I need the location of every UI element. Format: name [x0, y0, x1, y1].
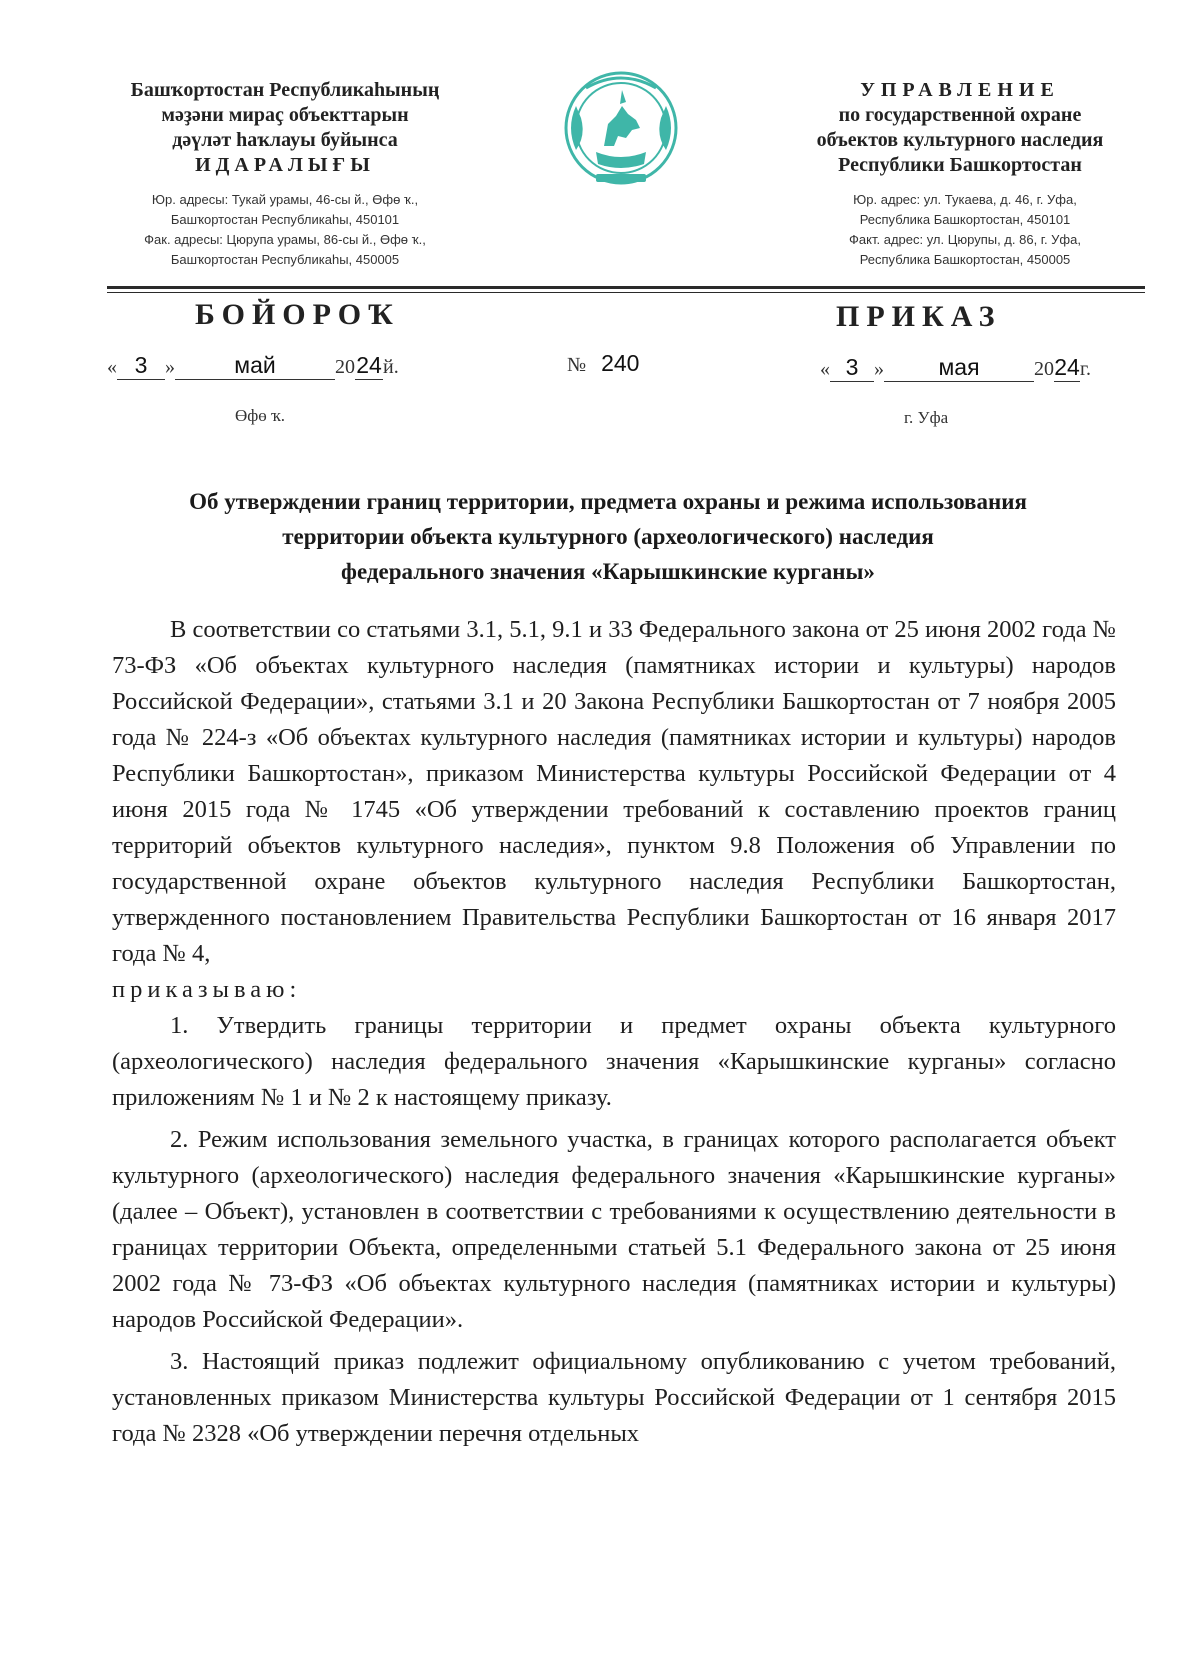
doc-kind-bashkir: БОЙОРОҠ: [195, 298, 400, 331]
address-line: Республика Башкортостан, 450005: [859, 252, 1071, 267]
quote-close: »: [165, 356, 175, 378]
address-line: Башҡортостан Республикаһы, 450005: [170, 252, 400, 267]
city-left: Өфө ҡ.: [235, 406, 286, 425]
bashkortostan-coat-of-arms-icon: [556, 66, 686, 198]
address-line: Фак. адресы: Цюрупа урамы, 86-сы й., Өфө ҡ.,: [144, 232, 426, 247]
date-month: мая: [884, 354, 1034, 382]
header-right-line: Республики Башкортостан: [838, 154, 1082, 176]
year-suffix: 24: [356, 352, 382, 378]
city-right: г. Уфа: [904, 408, 949, 427]
header-divider-thick: [107, 286, 1145, 289]
date-right: [820, 354, 1091, 382]
header-right-line: по государственной охране: [838, 104, 1082, 126]
item-3-paragraph: 3. Настоящий приказ подлежит официальному опубликованию с учетом требований, установленных приказом Министерства культуры Российской Федерации от 1 сентября 2015 года № 2328 «Об утверждении перечня отдельных: [112, 1348, 1116, 1447]
header-left-line: ИДАРАЛЫҒЫ: [195, 154, 375, 176]
header-divider-thin: [107, 292, 1145, 293]
year-prefix: 20: [1034, 358, 1054, 380]
date-left: [107, 352, 399, 380]
year-abbr: г.: [1080, 358, 1091, 380]
address-line: Республика Башкортостан, 450101: [859, 212, 1071, 227]
year-suffix: 24: [1054, 354, 1080, 380]
number-sign: №: [567, 354, 587, 376]
header-left-org-name: [100, 78, 470, 178]
address-line: Башҡортостан Республикаһы, 450101: [170, 212, 400, 227]
preamble-paragraph: В соответствии со статьями 3.1, 5.1, 9.1 и 33 Федерального закона от 25 июня 2002 года № 73-ФЗ «Об объектах культурного наследия (памятниках истории и культуры) народов Российской Федерации», статьями 3.1 и 20 Закона Республики Башкортостан от 7 ноября 2005 года № 224-з «Об объектах культурного наследия (памятниках истории и культуры) народов Республики Башкортостан», приказом Министерства культуры Российской Федерации от 4 июня 2015 года № 1745 «Об утверждении требований к составлению проектов границ территорий объектов культурного наследия», пунктом 9.8 Положения об Управлении по государственной охране объектов культурного наследия Республики Башкортостан, утвержденного постановлением Правительства Республики Башкортостан от 16 января 2017 года № 4,: [112, 616, 1116, 967]
header-left-address: [100, 190, 470, 270]
date-month: май: [175, 352, 335, 380]
number-value: 240: [601, 350, 640, 376]
date-day: 3: [117, 352, 165, 380]
quote-open: «: [820, 358, 830, 380]
doc-kind-russian: ПРИКАЗ: [836, 300, 1002, 333]
date-day: 3: [830, 354, 874, 382]
header-left-line: Башҡортостан Республикаһының: [130, 79, 440, 101]
order-word: приказываю:: [112, 976, 302, 1003]
year-prefix: 20: [335, 356, 355, 378]
header-left-line: мәҙәни мираҫ объекттарын: [161, 104, 409, 126]
header-left-line: дәүләт һаҡлауы буйынса: [172, 129, 398, 151]
header-right-line: объектов культурного наследия: [816, 129, 1104, 151]
item-1-paragraph: 1. Утвердить границы территории и предмет охраны объекта культурного (археологического) наследия федерального значения «Карышкинские курганы» согласно приложениям № 1 и № 2 к настоящему приказу.: [112, 1012, 1116, 1111]
document-body: [112, 612, 1116, 1452]
year-abbr: й.: [383, 356, 399, 378]
address-line: Юр. адресы: Тукай урамы, 46-сы й., Өфө ҡ.,: [151, 192, 419, 207]
header-right-line: УПРАВЛЕНИЕ: [860, 79, 1060, 101]
quote-open: «: [107, 356, 117, 378]
order-number: [567, 350, 639, 377]
title-line: Об утверждении границ территории, предмета охраны и режима использования: [189, 489, 1027, 514]
quote-close: »: [874, 358, 884, 380]
address-line: Юр. адрес: ул. Тукаева, д. 46, г. Уфа,: [853, 192, 1077, 207]
address-line: Факт. адрес: ул. Цюрупы, д. 86, г. Уфа,: [849, 232, 1081, 247]
title-line: федерального значения «Карышкинские курганы»: [341, 559, 875, 584]
document-title: [108, 484, 1108, 589]
header-right-org-name: [770, 78, 1150, 178]
header-right-address: [790, 190, 1140, 270]
title-line: территории объекта культурного (археологического) наследия: [282, 524, 934, 549]
item-2-paragraph: 2. Режим использования земельного участка, в границах которого располагается объект культурного (археологического) наследия федерального значения «Карышкинские курганы» (далее – Объект), установлен в соответствии с требованиями к осуществлению деятельности в границах территории Объекта, определенными статьей 5.1 Федерального закона от 25 июня 2002 года № 73-ФЗ «Об объектах культурного наследия (памятниках истории и культуры) народов Российской Федерации».: [112, 1126, 1116, 1333]
